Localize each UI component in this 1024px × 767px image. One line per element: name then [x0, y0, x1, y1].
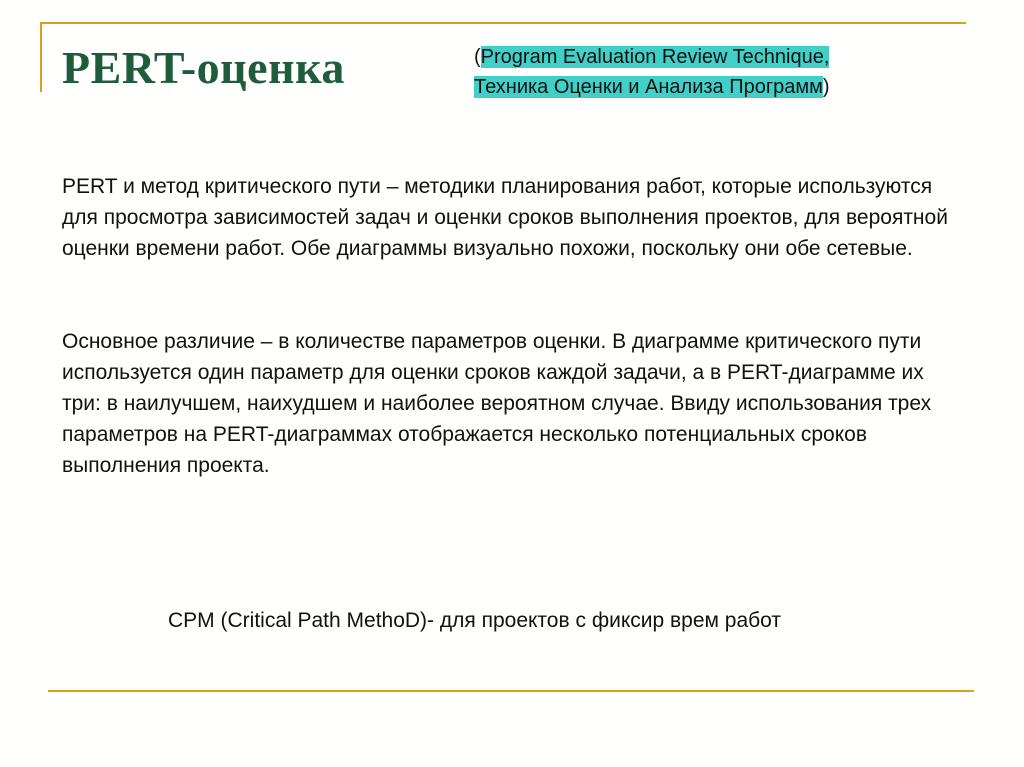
subtitle-line-2: Техника Оценки и Анализа Программ: [474, 76, 823, 98]
subtitle-line-1: Program Evaluation Review Technique,: [480, 46, 830, 68]
left-accent-line: [40, 22, 42, 92]
slide-subtitle: [474, 42, 830, 102]
subtitle-open-paren: (: [474, 46, 481, 68]
body-paragraph-1: PERT и метод критического пути – методики планирования работ, которые используются для просмотра зависимостей задач и оценки сроков выполнения проектов, для вероятной оценки времени работ. Обе диаграммы визуально похожи, поскольку они обе сетевые.: [62, 175, 948, 260]
body-paragraph-2: Основное различие – в количестве параметров оценки. В диаграмме критического пути используется один параметр для оценки сроков каждой задачи, а в PERT-диаграмме их три: в наилучшем, наихудшем и наиболее вероятном случае. Ввиду использования трех параметров на PERT-диаграммах отображается несколько потенциальных сроков выполнения проекта.: [62, 330, 932, 477]
bottom-divider-line: [48, 690, 974, 692]
subtitle-close-paren: ): [822, 76, 830, 98]
slide-title: PERT-оценка: [62, 42, 345, 93]
top-divider-line: [40, 22, 966, 24]
cpm-note: CPM (Critical Path MethoD)- для проектов с фиксир врем работ: [168, 609, 781, 632]
